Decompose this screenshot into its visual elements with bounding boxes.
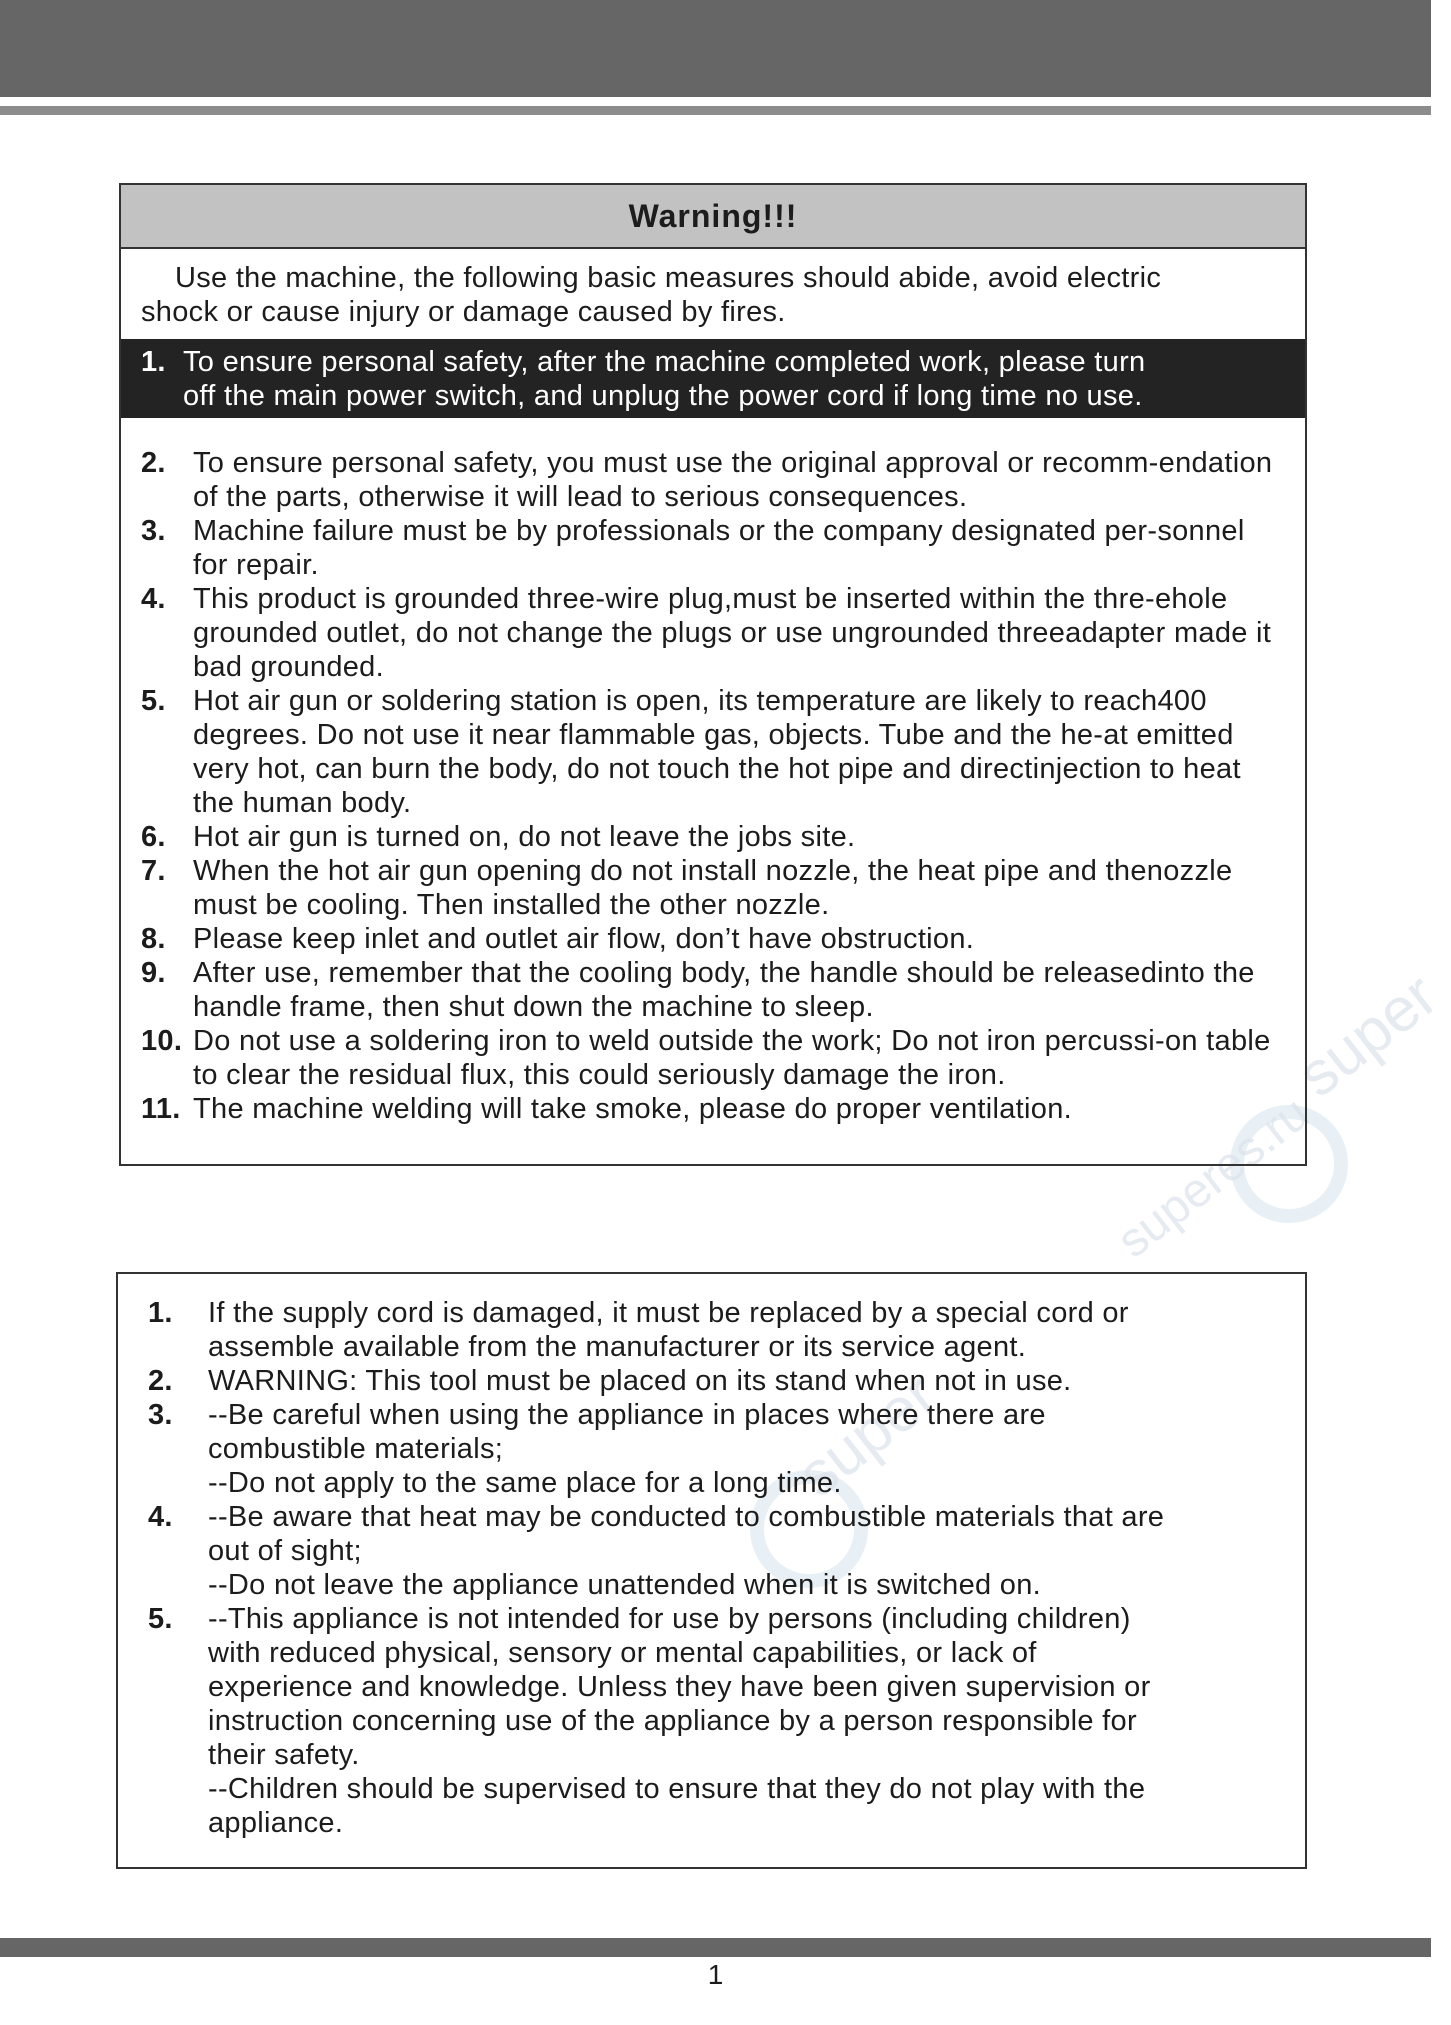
item-line: To ensure personal safety, after the machine completed work, please turn bbox=[183, 346, 1146, 378]
item-number: 1. bbox=[141, 346, 166, 378]
notice-box bbox=[116, 1272, 1307, 1869]
item-line: This product is grounded three-wire plug,must be inserted within the thre- bbox=[193, 583, 1155, 615]
list-item bbox=[141, 514, 1287, 582]
notice-list bbox=[118, 1296, 1305, 1840]
intro-line: shock or cause injury or damage caused by fires. bbox=[141, 296, 786, 328]
item-line: nozzle must be cooling. Then installed the other nozzle. bbox=[193, 855, 1233, 921]
item-number: 3. bbox=[141, 515, 166, 547]
item-text bbox=[208, 1500, 1164, 1602]
page-number: 1 bbox=[707, 1959, 724, 1990]
item-text bbox=[193, 514, 1287, 582]
item-line: experience and knowledge. Unless they have been given supervision or bbox=[208, 1671, 1151, 1703]
item-number: 6. bbox=[141, 821, 166, 853]
item-number: 4. bbox=[141, 583, 166, 615]
item-line: adapter made it bad grounded. bbox=[193, 617, 1272, 683]
item-line: The machine welding will take smoke, please do proper ventilation. bbox=[193, 1093, 1072, 1125]
item-line: instruction concerning use of the appliance by a person responsible for bbox=[208, 1705, 1137, 1737]
watermark-logo: superes.ru bbox=[1107, 1086, 1320, 1269]
list-item bbox=[148, 1500, 1285, 1602]
item-line: --Be careful when using the appliance in places where there are bbox=[208, 1399, 1046, 1431]
item-line: Do not use a soldering iron to weld outside the work; Do not iron percussi- bbox=[193, 1025, 1165, 1057]
item-text bbox=[208, 1602, 1151, 1840]
item-line: --Do not leave the appliance unattended when it is switched on. bbox=[208, 1569, 1042, 1601]
item-line: Please keep inlet and outlet air flow, don’t have obstruction. bbox=[193, 923, 975, 955]
item-line: ehole grounded outlet, do not change the plugs or use ungrounded three bbox=[193, 583, 1228, 649]
item-line: --Be aware that heat may be conducted to combustible materials that are bbox=[208, 1501, 1165, 1533]
list-item bbox=[141, 446, 1287, 514]
item-line: 400 degrees. Do not use it near flammable gas, objects. Tube and the he- bbox=[193, 685, 1207, 751]
list-item bbox=[141, 956, 1287, 1024]
item-line: --Children should be supervised to ensure that they do not play with the bbox=[208, 1773, 1146, 1805]
footer-band bbox=[0, 1938, 1431, 1957]
list-item bbox=[141, 582, 1287, 684]
item-line: with reduced physical, sensory or mental capabilities, or lack of bbox=[208, 1637, 1037, 1669]
item-line: --This appliance is not intended for use by persons (including children) bbox=[208, 1603, 1131, 1635]
item-line: their safety. bbox=[208, 1739, 360, 1771]
item-line: --Do not apply to the same place for a long time. bbox=[208, 1467, 842, 1499]
list-item bbox=[148, 1296, 1285, 1364]
item-number: 5. bbox=[141, 685, 166, 717]
item-number: 9. bbox=[141, 957, 166, 989]
item-text bbox=[208, 1398, 1046, 1500]
item-line: combustible materials; bbox=[208, 1433, 504, 1465]
item-text bbox=[193, 820, 855, 854]
header-band bbox=[0, 0, 1431, 97]
list-item bbox=[141, 1024, 1287, 1092]
item-text bbox=[193, 854, 1287, 922]
item-line: Hot air gun or soldering station is open, its temperature are likely to reach bbox=[193, 685, 1158, 717]
item-line: To ensure personal safety, you must use the original approval or recomm- bbox=[193, 447, 1159, 479]
warning-list bbox=[121, 446, 1305, 1126]
list-item bbox=[148, 1364, 1285, 1398]
item-text bbox=[193, 446, 1287, 514]
item-line: Hot air gun is turned on, do not leave the jobs site. bbox=[193, 821, 856, 853]
warning-intro bbox=[121, 249, 1305, 339]
item-number: 4. bbox=[148, 1501, 173, 1533]
item-line: appliance. bbox=[208, 1807, 344, 1839]
item-number: 11. bbox=[141, 1093, 181, 1125]
item-line: endation of the parts, otherwise it will lead to serious consequences. bbox=[193, 447, 1273, 513]
item-number: 3. bbox=[148, 1399, 173, 1431]
item-line: Machine failure must be by professionals or the company designated per- bbox=[193, 515, 1158, 547]
list-item bbox=[148, 1602, 1285, 1840]
intro-line: Use the machine, the following basic measures should abide, avoid electric bbox=[175, 262, 1162, 294]
item-line: out of sight; bbox=[208, 1535, 362, 1567]
item-line: into the handle frame, then shut down the machine to sleep. bbox=[193, 957, 1255, 1023]
item-text bbox=[208, 1296, 1129, 1364]
item-number: 5. bbox=[148, 1603, 173, 1635]
item-text bbox=[193, 922, 974, 956]
item-line: WARNING: This tool must be placed on its stand when not in use. bbox=[208, 1365, 1072, 1397]
list-item bbox=[148, 1398, 1285, 1500]
warning-box bbox=[119, 183, 1307, 1166]
item-number: 10. bbox=[141, 1025, 183, 1057]
list-item bbox=[141, 684, 1287, 820]
item-line: off the main power switch, and unplug the power cord if long time no use. bbox=[183, 380, 1143, 412]
item-number: 2. bbox=[141, 447, 166, 479]
item-text bbox=[193, 1024, 1287, 1092]
list-item bbox=[141, 820, 1287, 854]
item-number: 1. bbox=[148, 1297, 173, 1329]
item-line: If the supply cord is damaged, it must be replaced by a special cord or bbox=[208, 1297, 1129, 1329]
item-text bbox=[208, 1364, 1072, 1398]
item-line: sonnel for repair. bbox=[193, 515, 1245, 581]
list-item bbox=[141, 854, 1287, 922]
watermark-logo: super bbox=[1285, 960, 1450, 1111]
watermark-logo: super bbox=[785, 1360, 950, 1511]
item-text bbox=[193, 582, 1287, 684]
list-item bbox=[141, 922, 1287, 956]
item-number: 8. bbox=[141, 923, 166, 955]
item-text bbox=[193, 956, 1287, 1024]
item-line: injection to heat the human body. bbox=[193, 753, 1241, 819]
item-line: assemble available from the manufacturer or its service agent. bbox=[208, 1331, 1027, 1363]
highlighted-item bbox=[121, 339, 1305, 418]
header-rule bbox=[0, 106, 1431, 115]
item-line: After use, remember that the cooling body, the handle should be released bbox=[193, 957, 1158, 989]
warning-title: Warning!!! bbox=[121, 185, 1305, 249]
item-number: 2. bbox=[148, 1365, 173, 1397]
list-item bbox=[141, 1092, 1287, 1126]
item-line: on table to clear the residual flux, this could seriously damage the iron. bbox=[193, 1025, 1271, 1091]
item-text bbox=[193, 1092, 1072, 1126]
item-number: 7. bbox=[141, 855, 166, 887]
item-text bbox=[193, 684, 1287, 820]
item-line: When the hot air gun opening do not install nozzle, the heat pipe and the bbox=[193, 855, 1147, 887]
item-line: at emitted very hot, can burn the body, do not touch the hot pipe and direct bbox=[193, 719, 1234, 785]
